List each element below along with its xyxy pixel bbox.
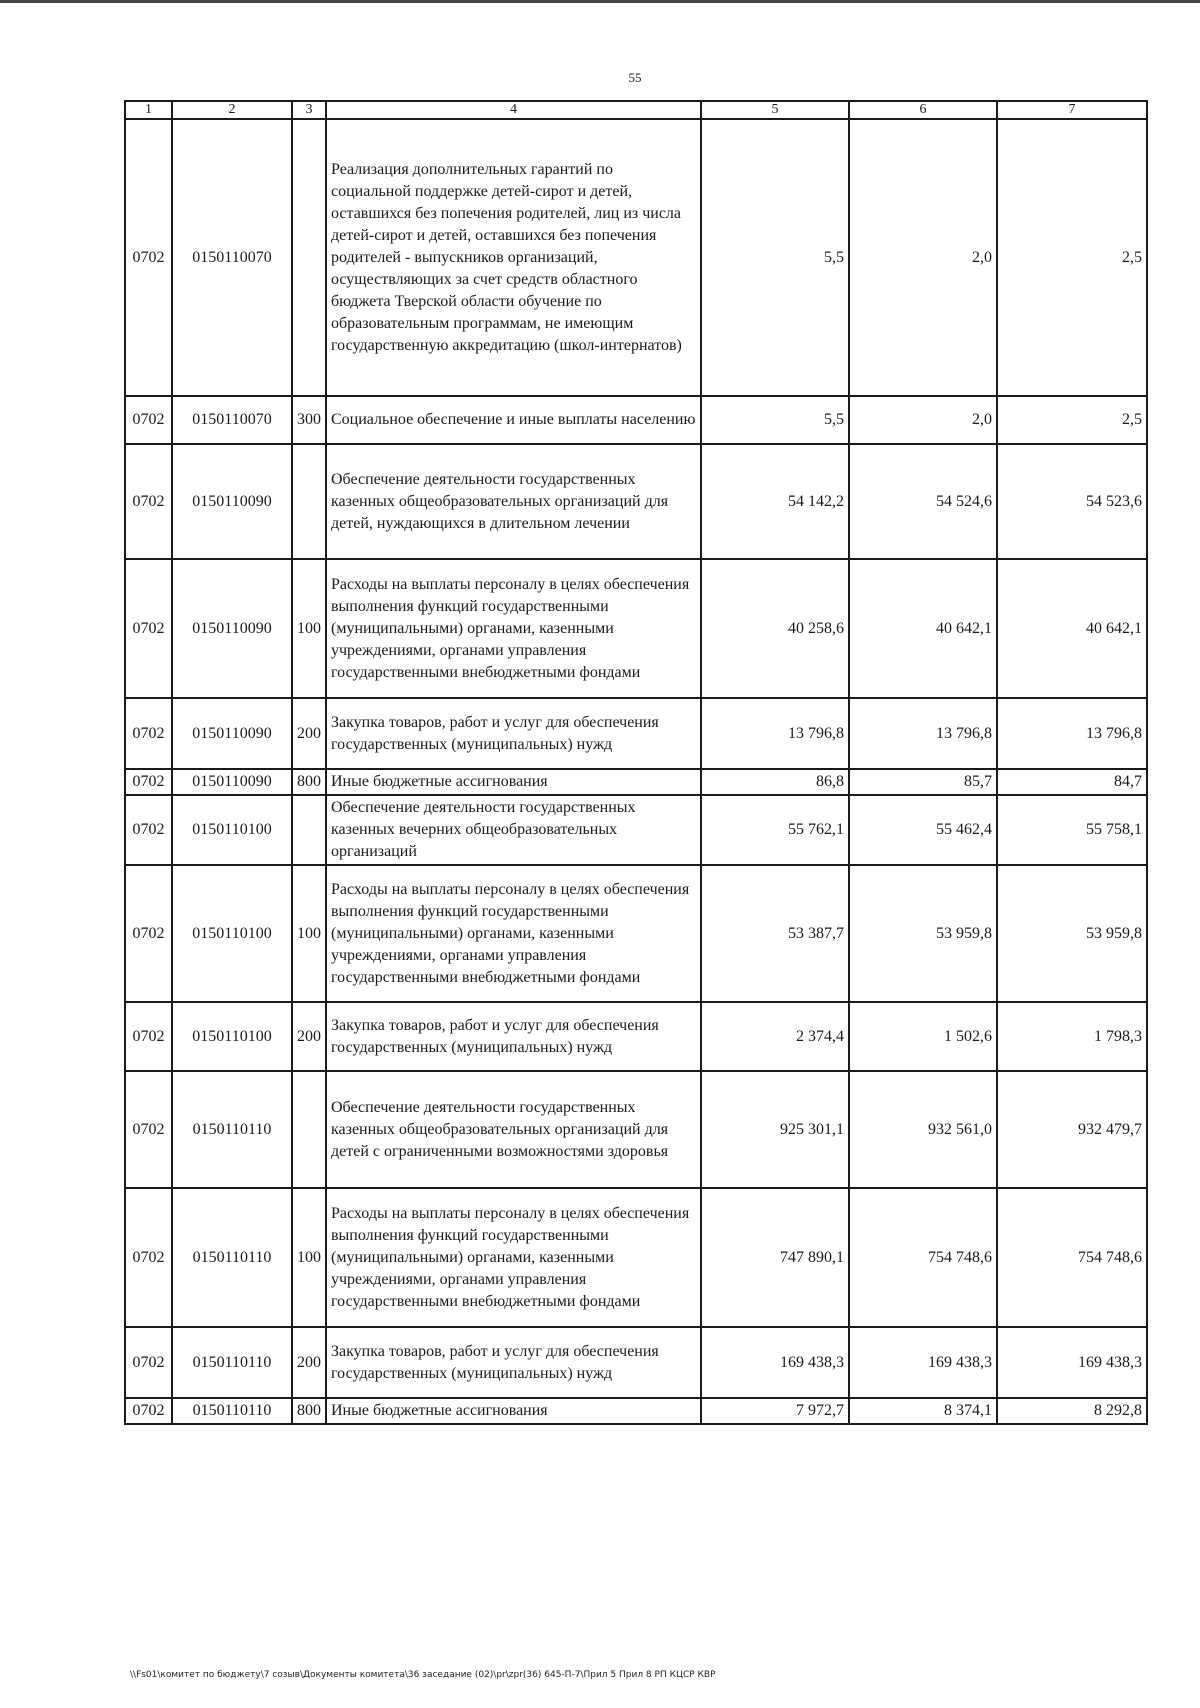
target-code: 0150110100	[172, 865, 292, 1002]
kvr-code	[292, 444, 326, 559]
kvr-code: 800	[292, 769, 326, 795]
section-code: 0702	[125, 1071, 172, 1188]
value-col-5: 53 387,7	[701, 865, 849, 1002]
table-row	[125, 1327, 1147, 1398]
value-col-6: 169 438,3	[849, 1327, 997, 1398]
table-body	[125, 119, 1147, 1424]
table-row	[125, 865, 1147, 1002]
footer-file-path: \\Fs01\комитет по бюджету\7 созыв\Документы комитета\36 заседание (02)\pr\zpr(36) 645-П-7\Прил 5 Прил 8 РП КЦСР КВР	[130, 1670, 716, 1680]
value-col-6: 2,0	[849, 396, 997, 444]
kvr-code: 200	[292, 1002, 326, 1071]
header-col-5: 5	[701, 101, 849, 119]
value-col-6: 54 524,6	[849, 444, 997, 559]
target-code: 0150110090	[172, 698, 292, 769]
header-col-7: 7	[997, 101, 1147, 119]
scan-edge-line	[0, 0, 1200, 3]
value-col-7: 169 438,3	[997, 1327, 1147, 1398]
row-description: Расходы на выплаты персоналу в целях обеспечения выполнения функций государственными (муниципальными) органами, казенными учреждениями, органами управления государственными внебюджетными фондами	[326, 865, 701, 1002]
kvr-code: 300	[292, 396, 326, 444]
row-description: Расходы на выплаты персоналу в целях обеспечения выполнения функций государственными (муниципальными) органами, казенными учреждениями, органами управления государственными внебюджетными фондами	[326, 559, 701, 698]
row-description: Закупка товаров, работ и услуг для обеспечения государственных (муниципальных) нужд	[326, 698, 701, 769]
target-code: 0150110110	[172, 1071, 292, 1188]
value-col-5: 40 258,6	[701, 559, 849, 698]
row-description: Иные бюджетные ассигнования	[326, 1398, 701, 1424]
row-description: Реализация дополнительных гарантий по социальной поддержке детей-сирот и детей, оставшихся без попечения родителей, лиц из числа детей-сирот и детей, оставшихся без попечения родителей - выпускников организаций, осуществляющих за счет средств областного бюджета Тверской области обучение по образовательным программам, не имеющим государственную аккредитацию (школ-интернатов)	[326, 119, 701, 396]
value-col-6: 754 748,6	[849, 1188, 997, 1327]
target-code: 0150110070	[172, 396, 292, 444]
value-col-7: 932 479,7	[997, 1071, 1147, 1188]
target-code: 0150110090	[172, 444, 292, 559]
value-col-7: 2,5	[997, 119, 1147, 396]
section-code: 0702	[125, 1188, 172, 1327]
table-row	[125, 1071, 1147, 1188]
value-col-6: 13 796,8	[849, 698, 997, 769]
header-col-1: 1	[125, 101, 172, 119]
value-col-6: 932 561,0	[849, 1071, 997, 1188]
value-col-7: 54 523,6	[997, 444, 1147, 559]
value-col-5: 54 142,2	[701, 444, 849, 559]
kvr-code	[292, 1071, 326, 1188]
section-code: 0702	[125, 119, 172, 396]
table-row	[125, 1188, 1147, 1327]
value-col-5: 2 374,4	[701, 1002, 849, 1071]
kvr-code: 100	[292, 559, 326, 698]
header-col-3: 3	[292, 101, 326, 119]
value-col-7: 2,5	[997, 396, 1147, 444]
target-code: 0150110100	[172, 795, 292, 865]
value-col-7: 754 748,6	[997, 1188, 1147, 1327]
value-col-7: 40 642,1	[997, 559, 1147, 698]
value-col-6: 85,7	[849, 769, 997, 795]
section-code: 0702	[125, 698, 172, 769]
value-col-5: 55 762,1	[701, 795, 849, 865]
table-row	[125, 444, 1147, 559]
kvr-code: 100	[292, 1188, 326, 1327]
row-description: Иные бюджетные ассигнования	[326, 769, 701, 795]
value-col-7: 53 959,8	[997, 865, 1147, 1002]
kvr-code: 800	[292, 1398, 326, 1424]
kvr-code: 200	[292, 698, 326, 769]
section-code: 0702	[125, 1398, 172, 1424]
section-code: 0702	[125, 795, 172, 865]
row-description: Обеспечение деятельности государственных казенных общеобразовательных организаций для детей, нуждающихся в длительном лечении	[326, 444, 701, 559]
target-code: 0150110090	[172, 769, 292, 795]
table-row	[125, 698, 1147, 769]
value-col-5: 13 796,8	[701, 698, 849, 769]
section-code: 0702	[125, 769, 172, 795]
table-row	[125, 795, 1147, 865]
target-code: 0150110110	[172, 1398, 292, 1424]
target-code: 0150110110	[172, 1188, 292, 1327]
value-col-6: 1 502,6	[849, 1002, 997, 1071]
section-code: 0702	[125, 396, 172, 444]
page-number: 55	[628, 70, 642, 85]
kvr-code	[292, 795, 326, 865]
row-description: Обеспечение деятельности государственных казенных общеобразовательных организаций для детей с ограниченными возможностями здоровья	[326, 1071, 701, 1188]
section-code: 0702	[125, 865, 172, 1002]
row-description: Расходы на выплаты персоналу в целях обеспечения выполнения функций государственными (муниципальными) органами, казенными учреждениями, органами управления государственными внебюджетными фондами	[326, 1188, 701, 1327]
section-code: 0702	[125, 1002, 172, 1071]
value-col-7: 55 758,1	[997, 795, 1147, 865]
value-col-7: 1 798,3	[997, 1002, 1147, 1071]
row-description: Социальное обеспечение и иные выплаты населению	[326, 396, 701, 444]
table-row	[125, 1398, 1147, 1424]
value-col-7: 8 292,8	[997, 1398, 1147, 1424]
value-col-6: 40 642,1	[849, 559, 997, 698]
kvr-code: 200	[292, 1327, 326, 1398]
kvr-code	[292, 119, 326, 396]
value-col-6: 8 374,1	[849, 1398, 997, 1424]
table-row	[125, 119, 1147, 396]
header-col-6: 6	[849, 101, 997, 119]
table-row	[125, 769, 1147, 795]
value-col-5: 169 438,3	[701, 1327, 849, 1398]
table-row	[125, 559, 1147, 698]
table-header-row	[125, 101, 1147, 119]
table-row	[125, 1002, 1147, 1071]
section-code: 0702	[125, 444, 172, 559]
header-col-4: 4	[326, 101, 701, 119]
value-col-5: 7 972,7	[701, 1398, 849, 1424]
row-description: Обеспечение деятельности государственных казенных вечерних общеобразовательных организаций	[326, 795, 701, 865]
value-col-7: 13 796,8	[997, 698, 1147, 769]
value-col-5: 5,5	[701, 396, 849, 444]
value-col-6: 2,0	[849, 119, 997, 396]
budget-table	[124, 100, 1148, 1425]
target-code: 0150110090	[172, 559, 292, 698]
kvr-code: 100	[292, 865, 326, 1002]
row-description: Закупка товаров, работ и услуг для обеспечения государственных (муниципальных) нужд	[326, 1002, 701, 1071]
table-row	[125, 396, 1147, 444]
value-col-5: 925 301,1	[701, 1071, 849, 1188]
value-col-5: 5,5	[701, 119, 849, 396]
value-col-6: 53 959,8	[849, 865, 997, 1002]
target-code: 0150110110	[172, 1327, 292, 1398]
row-description: Закупка товаров, работ и услуг для обеспечения государственных (муниципальных) нужд	[326, 1327, 701, 1398]
value-col-5: 747 890,1	[701, 1188, 849, 1327]
target-code: 0150110100	[172, 1002, 292, 1071]
value-col-6: 55 462,4	[849, 795, 997, 865]
value-col-7: 84,7	[997, 769, 1147, 795]
header-col-2: 2	[172, 101, 292, 119]
value-col-5: 86,8	[701, 769, 849, 795]
section-code: 0702	[125, 559, 172, 698]
target-code: 0150110070	[172, 119, 292, 396]
section-code: 0702	[125, 1327, 172, 1398]
